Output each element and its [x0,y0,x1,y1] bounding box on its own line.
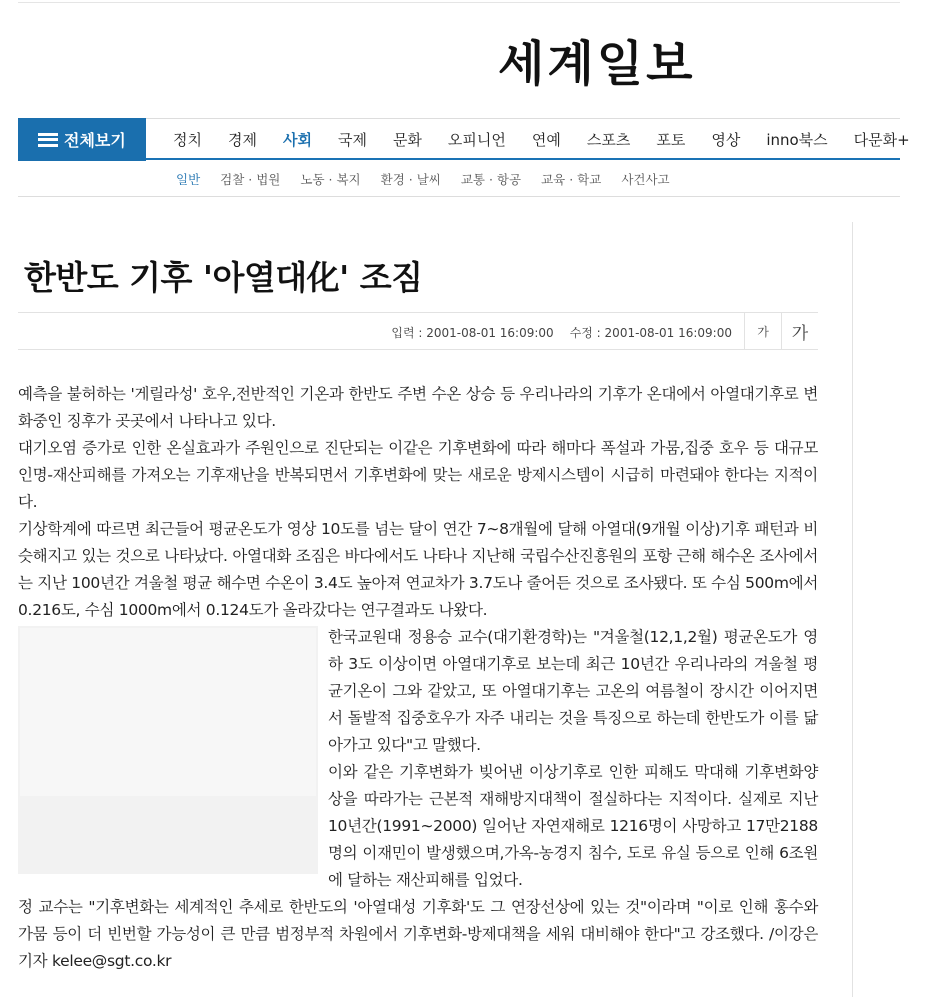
nav-item-inno-books[interactable]: inno북스 [766,130,828,149]
article-paragraph: 기상학계에 따르면 최근들어 평균온도가 영상 10도를 넘는 달이 연간 7∼8개월에 달해 아열대(9개월 이상)기후 패턴과 비슷해지고 있는 것으로 나타났다. 아열대화 조짐은 바다에서도 나타나 지난해 국립수산진흥원의 포항 근해 해수온 조사에서는 지난 100년간 겨울철 평균 해수면 수온이 3.4도 높아져 연교차가 3.7도나 줄어든 것으로 조사됐다. 또 수심 500m에서 0.216도, 수심 1000m에서 0.124도가 올라갔다는 연구결과도 나왔다. [18,520,818,619]
sub-nav-prosecution-court[interactable]: 검찰 · 법원 [220,172,281,187]
sub-nav-traffic-aviation[interactable]: 교통 · 항공 [460,172,522,187]
hamburger-icon [38,133,58,147]
published-date: 입력 : 2001-08-01 16:09:00 [391,326,554,340]
sub-nav-incidents[interactable]: 사건사고 [621,172,670,187]
top-divider [18,2,900,3]
sub-nav-general[interactable]: 일반 [176,172,201,187]
all-menu-button[interactable] [18,118,146,161]
article-body [18,381,818,975]
article-paragraph: 예측을 불허하는 '게릴라성' 호우,전반적인 기온과 한반도 주변 수온 상승 등 우리나라의 기후가 온대에서 아열대기후로 변화중인 징후가 곳곳에서 나타나고 있다. [18,385,818,430]
article-paragraph: 이와 같은 기후변화가 빚어낸 이상기후로 인한 피해도 막대해 기후변화양상을 따라가는 근본적 재해방지대책이 절실하다는 지적이다. 실제로 지난 10년간(1991∼2000) 일어난 자연재해로 1216명이 사망하고 17만2188명의 이재민이 발생했으며,가옥-농경지 침수, 도로 유실 등으로 인해 6조원에 달하는 재산피해를 입었다. [328,763,818,889]
article-photo [20,628,316,796]
article-photo-placeholder [18,626,318,874]
sub-nav-labor-welfare[interactable]: 노동 · 복지 [300,172,361,187]
article-dates [375,324,732,341]
nav-item-video[interactable]: 영상 [711,130,741,149]
article-paragraph: 한국교원대 정용승 교수(대기환경학)는 "겨울철(12,1,2월) 평균온도가 영하 3도 이상이면 아열대기후로 보는데 최근 10년간 우리나라의 겨울철 평균기온이 그와 같았고, 또 아열대기후는 고온의 여름철이 장시간 이어지면서 돌발적 집중호우가 자주 내리는 것을 특징으로 하는데 한반도가 이를 닮아가고 있다"고 말했다. [328,628,818,754]
nav-items [173,119,936,159]
nav-item-multicultural[interactable]: 다문화+ [853,130,910,149]
font-size-decrease-button[interactable]: 가 [744,313,781,349]
modified-date: 수정 : 2001-08-01 16:09:00 [569,326,732,340]
font-size-increase-button[interactable]: 가 [781,313,818,349]
article-paragraph: 대기오염 증가로 인한 온실효과가 주원인으로 진단되는 이같은 기후변화에 따라 해마다 폭설과 가뭄,집중 호우 등 대규모 인명-재산피해를 가져오는 기후재난을 반복되면서 기후변화에 맞는 새로운 방제시스템이 시급히 마련돼야 한다는 지적이다. [18,439,818,511]
nav-item-sports[interactable]: 스포츠 [586,130,631,149]
sidebar-divider [852,222,853,997]
nav-item-politics[interactable]: 정치 [173,130,202,149]
article-meta-bar [18,312,818,350]
sub-nav-divider [18,196,900,197]
nav-item-society[interactable]: 사회 [282,130,312,149]
article-paragraph: 정 교수는 "기후변화는 세계적인 추세로 한반도의 '아열대성 기후화'도 그 연장선상에 있는 것"이라며 "이로 인해 홍수와 가뭄 등이 더 빈번할 가능성이 큰 만큼 범정부적 차원에서 기후변화-방제대책을 세워 대비해야 한다"고 강조했다. /이강은기자 kelee@sgt.co.kr [18,898,818,970]
main-navigation [18,118,910,160]
all-menu-label: 전체보기 [64,131,126,150]
sub-nav-environment-weather[interactable]: 환경 · 날씨 [380,172,441,187]
sub-nav-education-school[interactable]: 교육 · 학교 [541,172,602,187]
nav-item-opinion[interactable]: 오피니언 [447,130,506,149]
nav-item-photo[interactable]: 포토 [656,130,686,149]
nav-item-world[interactable]: 국제 [337,130,367,149]
site-logo[interactable]: 세계일보 [498,36,696,92]
nav-item-economy[interactable]: 경제 [227,130,257,149]
article-headline: 한반도 기후 '아열대化' 조짐 [24,258,423,297]
nav-item-entertainment[interactable]: 연예 [531,130,561,149]
sub-navigation [176,170,690,188]
nav-item-culture[interactable]: 문화 [392,130,422,149]
